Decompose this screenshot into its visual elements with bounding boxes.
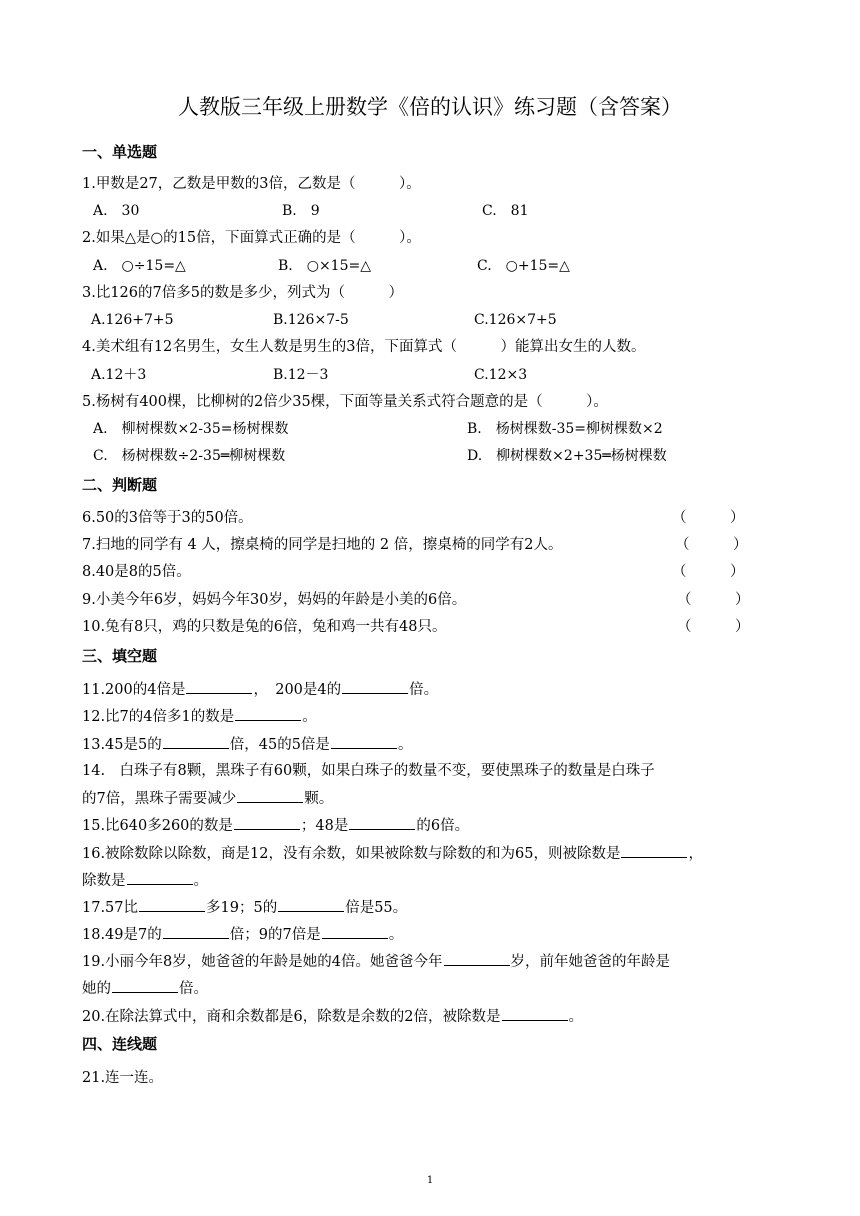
question-19-text-a: 19.小丽今年8岁，她爸爸的年龄是她的4倍。她爸爸今年 [82, 954, 443, 970]
section-heading-judge: 二、判断题 [82, 476, 158, 494]
question-12 [82, 706, 317, 727]
question-18-text-b: 倍；9的7倍是 [229, 927, 321, 943]
question-6: 6.50的3倍等于3的50倍。 [82, 510, 253, 526]
question-18-text-c: 。 [388, 927, 404, 943]
option-5b: B. 杨树棵数-35=柳树棵数×2 [467, 421, 663, 437]
question-14-line-1: 14. 白珠子有8颗，黑珠子有60颗，如果白珠子的数量不变，要使黑珠子的数量是白珠子 [82, 763, 655, 779]
question-20-text-b: 。 [568, 1009, 584, 1025]
question-18 [82, 924, 403, 945]
question-19-text-c: 她的 [82, 981, 111, 997]
question-3: 3.比126的7倍多5的数是多少，列式为（ ） [82, 285, 403, 301]
answer-blank[interactable] [444, 951, 510, 966]
answer-blank[interactable] [163, 924, 229, 939]
question-8: 8.40是8的5倍。 [82, 564, 191, 580]
answer-blank[interactable] [163, 734, 229, 749]
question-16-text-d: 。 [193, 873, 208, 889]
question-4: 4.美术组有12名男生，女生人数是男生的3倍，下面算式（ ）能算出女生的人数。 [82, 339, 646, 355]
answer-blank[interactable] [139, 897, 205, 912]
option-1c: C. 81 [482, 203, 529, 219]
question-7: 7.扫地的同学有 4 人，擦桌椅的同学是扫地的 2 倍，擦桌椅的同学有2人。 [82, 537, 563, 553]
option-2a: A. ○÷15=△ [93, 258, 186, 274]
answer-blank[interactable] [342, 679, 408, 694]
question-11-text-c: 倍。 [409, 682, 439, 698]
question-13-text-c: 。 [397, 737, 413, 753]
answer-paren-9: （ ） [677, 592, 750, 608]
answer-paren-7: （ ） [675, 537, 748, 553]
question-19-line-2 [82, 978, 208, 999]
question-15-text-b: ；48是 [300, 818, 349, 834]
answer-blank[interactable] [278, 897, 344, 912]
answer-blank[interactable] [331, 734, 397, 749]
question-17-text-c: 倍是55。 [345, 900, 408, 916]
answer-paren-8: （ ） [672, 564, 745, 580]
option-2c: C. ○+15=△ [477, 258, 570, 274]
answer-paren-10: （ ） [677, 619, 750, 635]
option-5c: C. 杨树棵数÷2-35═柳树棵数 [93, 448, 286, 464]
option-3a: A.126+7+5 [91, 312, 174, 328]
question-17-text-a: 17.57比 [82, 900, 139, 916]
question-11-text-a: 11.200的4倍是 [82, 682, 186, 698]
answer-blank[interactable] [237, 788, 303, 803]
question-17 [82, 897, 407, 918]
question-17-text-b: 多19；5的 [206, 900, 278, 916]
answer-blank[interactable] [234, 815, 300, 830]
question-21: 21.连一连。 [82, 1070, 164, 1086]
question-16-text-a: 16.被除数除以除数，商是12，没有余数，如果被除数与除数的和为65，则被除数是 [82, 846, 621, 862]
question-16-line-2 [82, 870, 208, 891]
question-20-text-a: 20.在除法算式中，商和余数都是6，除数是余数的2倍，被除数是 [82, 1009, 501, 1025]
option-2b: B. ○×15=△ [278, 258, 371, 274]
question-16-line-1 [82, 843, 703, 864]
answer-blank[interactable] [322, 924, 388, 939]
option-1b: B. 9 [282, 203, 320, 219]
option-3b: B.126×7-5 [273, 312, 349, 328]
option-4a: A.12＋3 [91, 367, 147, 383]
option-5d: D. 柳树棵数×2+35═杨树棵数 [467, 448, 667, 464]
question-18-text-a: 18.49是7的 [82, 927, 162, 943]
question-13-text-a: 13.45是5的 [82, 737, 162, 753]
page-number: 1 [426, 1175, 434, 1186]
option-3c: C.126×7+5 [474, 312, 557, 328]
answer-blank[interactable] [502, 1006, 568, 1021]
question-14-text-c: 颗。 [304, 791, 334, 807]
question-12-text-b: 。 [302, 709, 317, 725]
question-5: 5.杨树有400棵，比柳树的2倍少35棵，下面等量关系式符合题意的是（ ）。 [82, 394, 608, 410]
answer-paren-6: （ ） [672, 510, 745, 526]
question-16-text-b: ， [688, 846, 703, 862]
question-9: 9.小美今年6岁，妈妈今年30岁，妈妈的年龄是小美的6倍。 [82, 592, 467, 608]
section-heading-choice: 一、单选题 [82, 143, 158, 161]
question-15-text-c: 的6倍。 [416, 818, 470, 834]
answer-blank[interactable] [621, 843, 687, 858]
question-10: 10.兔有8只，鸡的只数是兔的6倍，兔和鸡一共有48只。 [82, 619, 447, 635]
option-4b: B.12－3 [273, 367, 329, 383]
question-11-text-b: ， 200是4的 [253, 682, 342, 698]
answer-blank[interactable] [112, 978, 178, 993]
section-heading-link: 四、连线题 [82, 1035, 158, 1053]
question-12-text-a: 12.比7的4倍多1的数是 [82, 709, 235, 725]
question-15-text-a: 15.比640多260的数是 [82, 818, 233, 834]
answer-blank[interactable] [349, 815, 415, 830]
question-13-text-b: 倍，45的5倍是 [229, 737, 330, 753]
answer-blank[interactable] [235, 706, 301, 721]
question-11 [82, 679, 438, 700]
document-title: 人教版三年级上册数学《倍的认识》练习题（含答案） [178, 95, 682, 119]
question-14-text-b: 的7倍，黑珠子需要减少 [82, 791, 237, 807]
answer-blank[interactable] [127, 870, 193, 885]
question-16-text-c: 除数是 [82, 873, 126, 889]
question-15 [82, 815, 469, 836]
question-20 [82, 1006, 583, 1027]
question-2: 2.如果△是○的15倍，下面算式正确的是（ ）。 [82, 230, 421, 246]
option-5a: A. 柳树棵数×2-35=杨树棵数 [93, 421, 289, 437]
question-1: 1.甲数是27，乙数是甲数的3倍，乙数是（ ）。 [82, 176, 421, 192]
question-19-text-d: 倍。 [179, 981, 208, 997]
option-4c: C.12×3 [474, 367, 528, 383]
question-19-line-1 [82, 951, 670, 972]
answer-blank[interactable] [186, 679, 252, 694]
section-heading-fill: 三、填空题 [82, 647, 158, 665]
question-14-line-2 [82, 788, 333, 809]
question-19-text-b: 岁，前年她爸爸的年龄是 [510, 954, 671, 970]
question-13 [82, 734, 412, 755]
option-1a: A. 30 [93, 203, 140, 219]
